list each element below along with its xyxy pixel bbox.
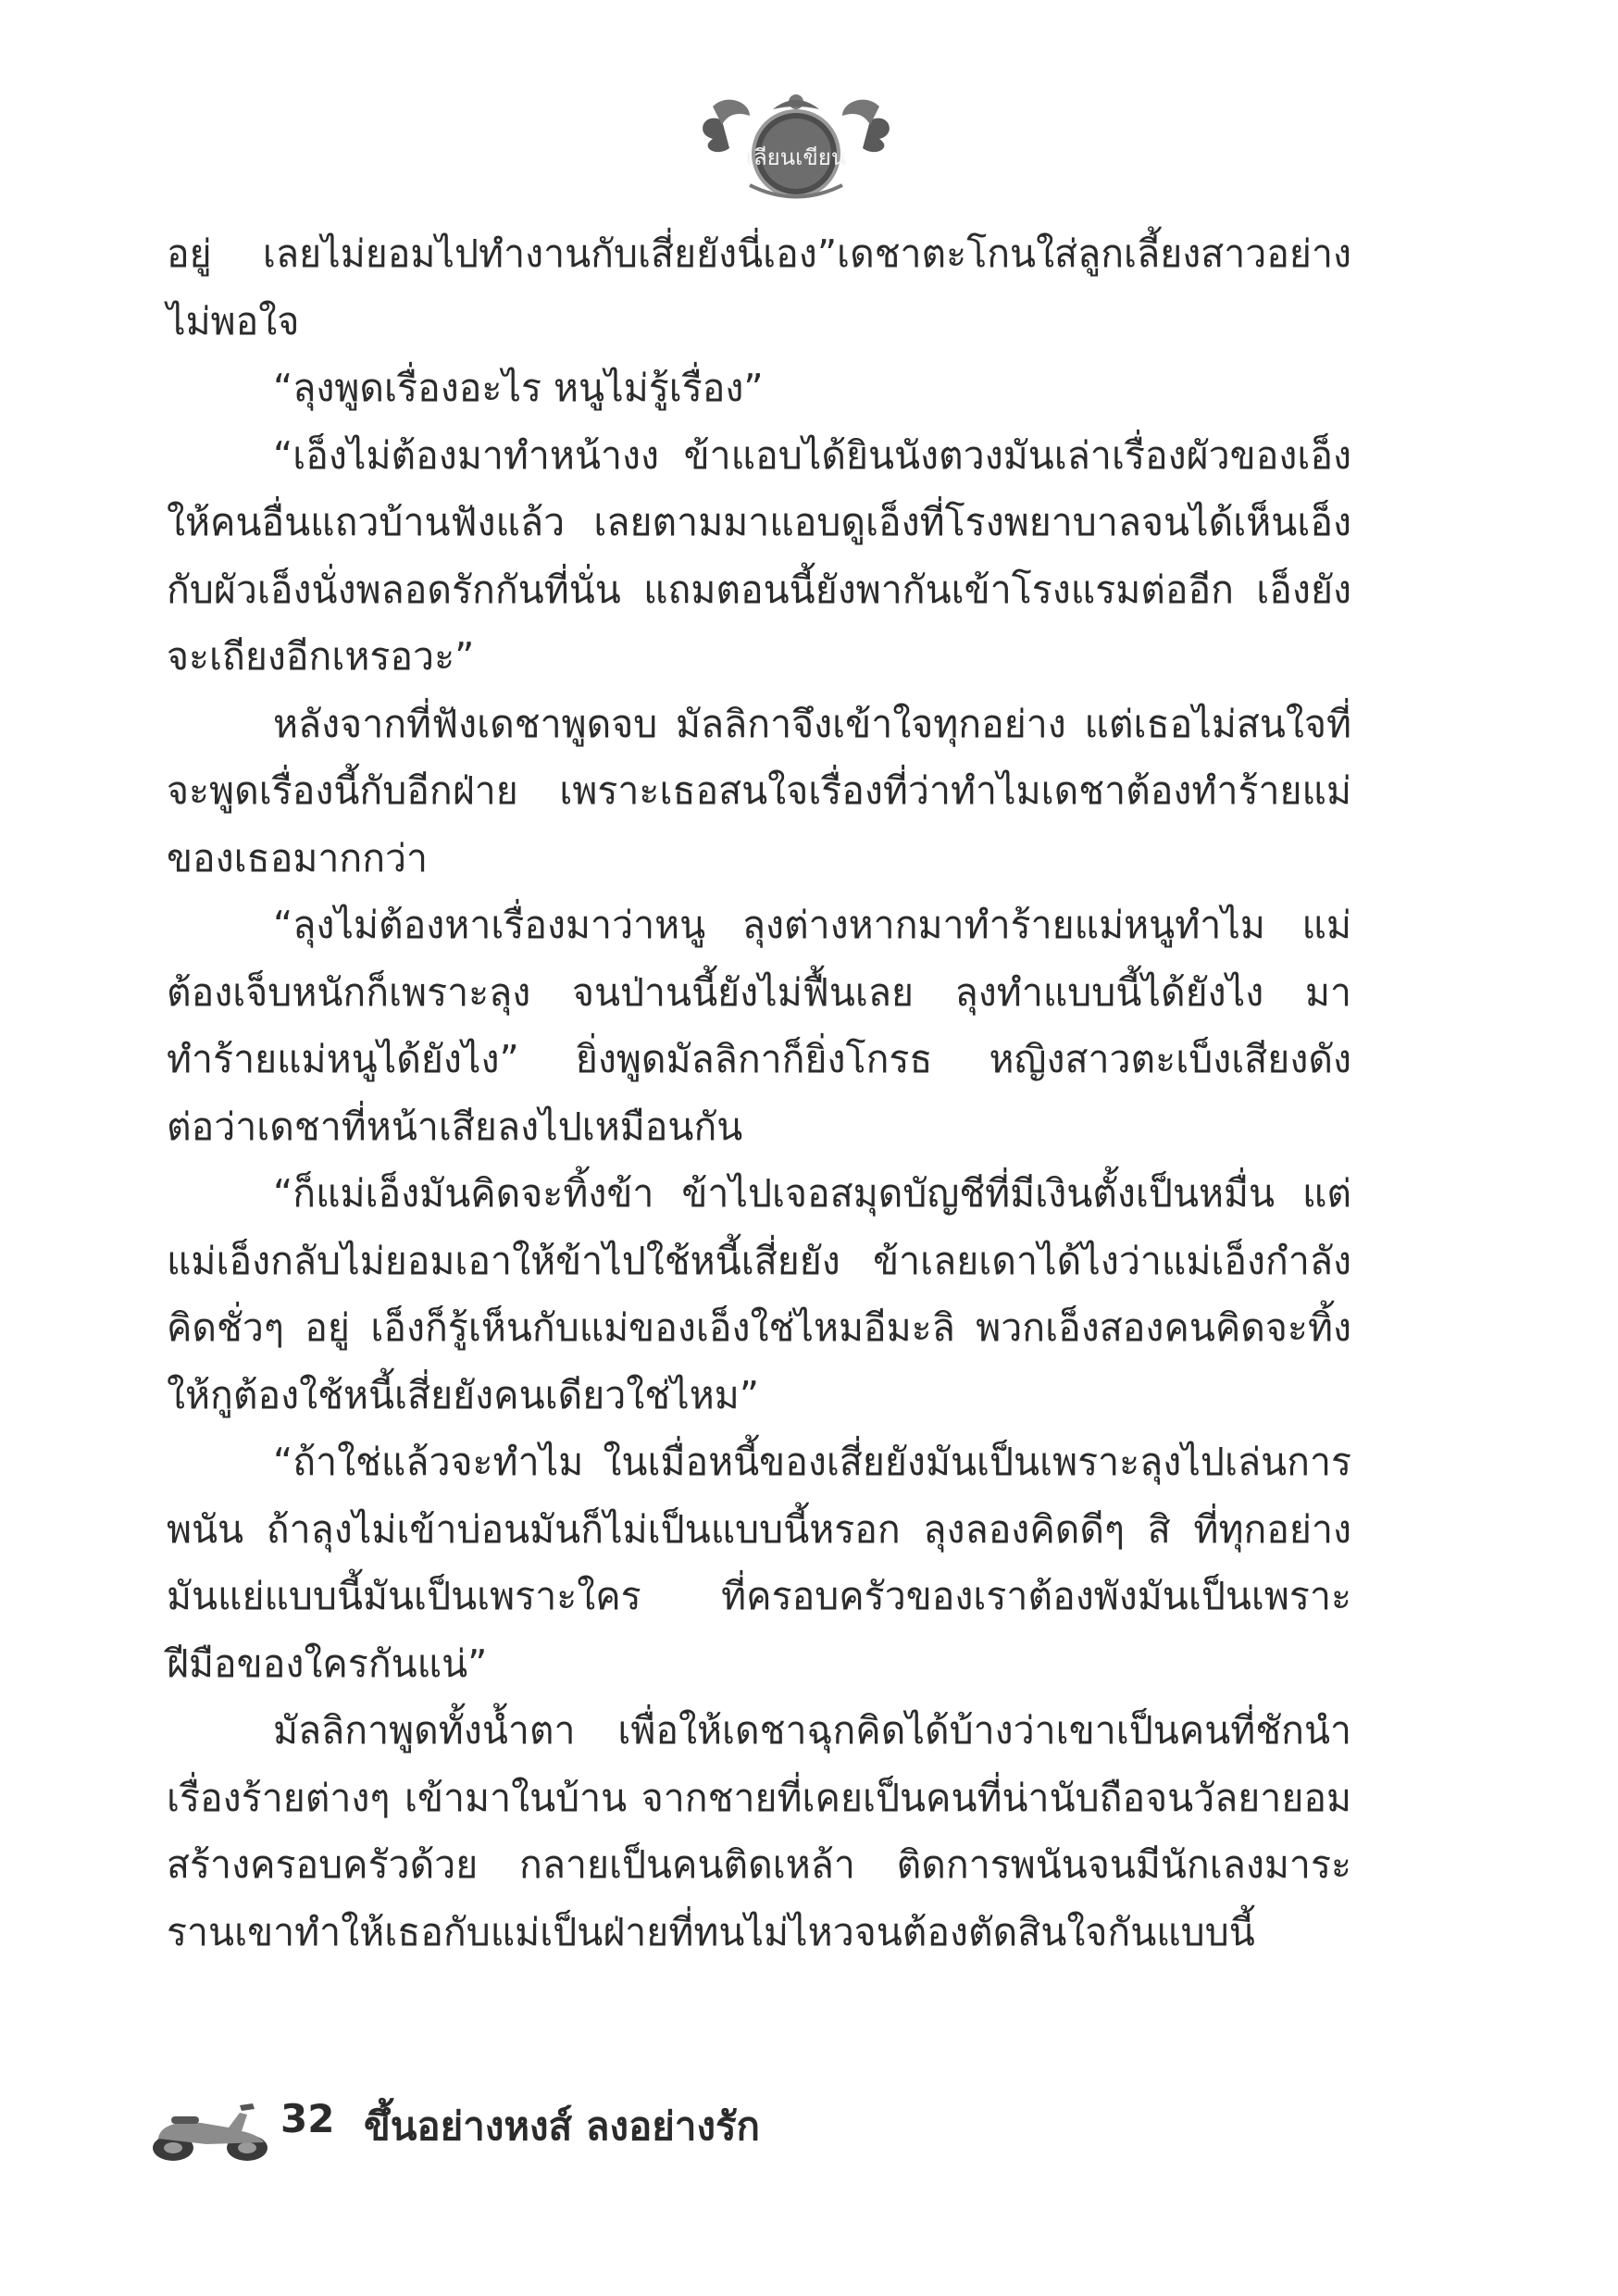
page-number: 32 bbox=[280, 2096, 335, 2141]
paragraph: “ก็แม่เอ็งมันคิดจะทิ้งข้า ข้าไปเจอสมุดบัญชีที่มีเงินตั้งเป็นหมื่น แต่แม่เอ็งกลับไม่ยอมเอาให้ข้าไปใช้หนี้เสี่ยยัง ข้าเลยเดาได้ไงว่าแม่เอ็งกำลังคิดชั่วๆ อยู่ เอ็งก็รู้เห็นกับแม่ของเอ็งใช่ไหมอีมะลิ พวกเอ็งสองคนคิดจะทิ้งให้กูต้องใช้หนี้เสี่ยยังคนเดียวใช่ไหม” bbox=[167, 1171, 1351, 1417]
paragraph: อยู่ เลยไม่ยอมไปทำงานกับเสี่ยยังนี่เอง”เดชาตะโกนใส่ลูกเลี้ยงสาวอย่างไม่พอใจ bbox=[167, 231, 1351, 343]
paragraph: มัลลิกาพูดทั้งน้ำตา เพื่อให้เดชาฉุกคิดได้บ้างว่าเขาเป็นคนที่ชักนำเรื่องร้ายต่างๆ เข้ามาในบ้าน จากชายที่เคยเป็นคนที่น่านับถือจนวัลยายอมสร้างครอบครัวด้วย กลายเป็นคนติดเหล้า ติดการพนันจนมีนักเลงมาระรานเขาทำให้เธอกับแม่เป็นฝ่ายที่ทนไม่ไหวจนต้องตัดสินใจกันแบบนี้ bbox=[167, 1708, 1351, 1954]
page-body bbox=[167, 220, 1351, 1965]
scooter-icon bbox=[151, 2094, 269, 2165]
paragraph: “ลุงพูดเรื่องอะไร หนูไม่รู้เรื่อง” bbox=[273, 366, 764, 410]
paragraph: “ถ้าใช่แล้วจะทำไม ในเมื่อหนี้ของเสี่ยยังมันเป็นเพราะลุงไปเล่นการพนัน ถ้าลุงไม่เข้าบ่อนมันก็ไม่เป็นแบบนี้หรอก ลุงลองคิดดีๆ สิ ที่ทุกอย่างมันแย่แบบนี้มันเป็นเพราะใคร ที่ครอบครัวของเราต้องพังมันเป็นเพราะฝีมือของใครกันแน่” bbox=[167, 1440, 1351, 1686]
page-footer bbox=[151, 2090, 984, 2168]
paragraph: “ลุงไม่ต้องหาเรื่องมาว่าหนู ลุงต่างหากมาทำร้ายแม่หนูทำไม แม่ต้องเจ็บหนักก็เพราะลุง จนป่านนี้ยังไม่ฟื้นเลย ลุงทำแบบนี้ได้ยังไง มาทำร้ายแม่หนูได้ยังไง” ยิ่งพูดมัลลิกาก็ยิ่งโกรธ หญิงสาวตะเบ็งเสียงดังต่อว่าเดชาที่หน้าเสียลงไปเหมือนกัน bbox=[167, 903, 1351, 1149]
paragraph: “เอ็งไม่ต้องมาทำหน้างง ข้าแอบได้ยินนังตวงมันเล่าเรื่องผัวของเอ็งให้คนอื่นแถวบ้านฟังแล้ว เลยตามมาแอบดูเอ็งที่โรงพยาบาลจนได้เห็นเอ็งกับผัวเอ็งนั่งพลอดรักกันที่นั่น แถมตอนนี้ยังพากันเข้าโรงแรมต่ออีก เอ็งยังจะเถียงอีกเหรอวะ” bbox=[167, 432, 1351, 679]
book-title: ขึ้นอย่างหงส์ ลงอย่างรัก bbox=[364, 2103, 760, 2149]
publisher-logo bbox=[685, 83, 907, 206]
paragraph: หลังจากที่ฟังเดชาพูดจบ มัลลิกาจึงเข้าใจทุกอย่าง แต่เธอไม่สนใจที่จะพูดเรื่องนี้กับอีกฝ่าย เพราะเธอสนใจเรื่องที่ว่าทำไมเดชาต้องทำร้ายแม่ของเธอมากกว่า bbox=[167, 701, 1351, 880]
svg-text:เลียนเขียน: เลียนเขียน bbox=[745, 144, 847, 170]
